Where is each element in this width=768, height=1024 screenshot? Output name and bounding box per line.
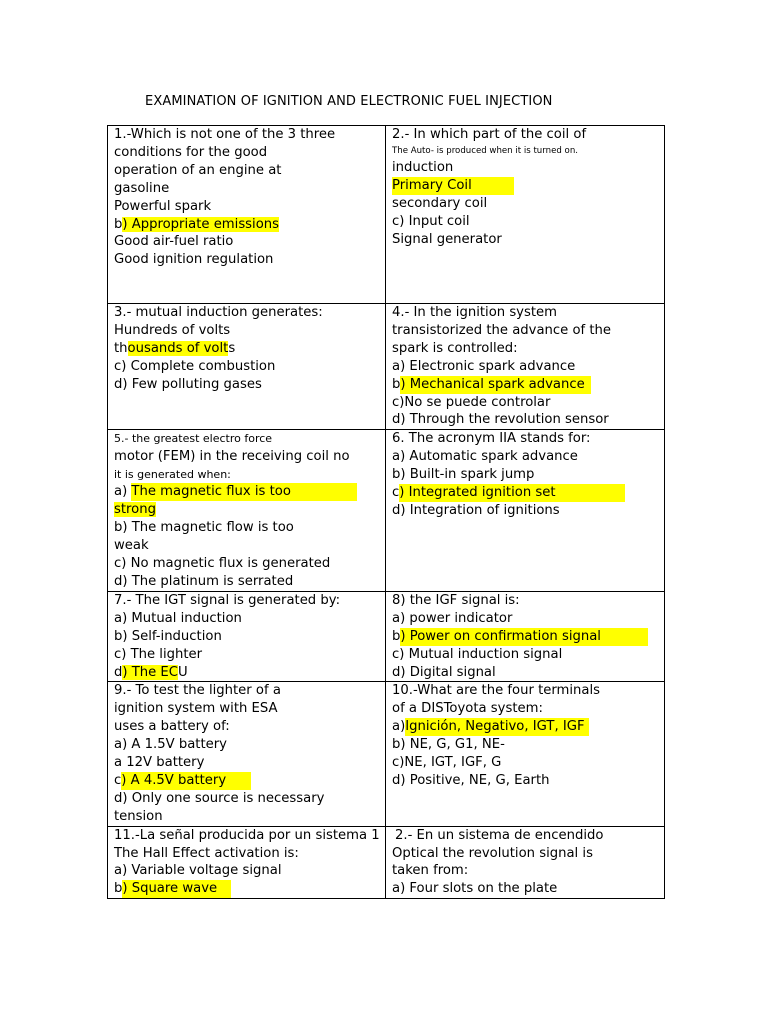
question-cell-2 — [386, 126, 665, 304]
question-text: taken from: — [392, 863, 469, 879]
question-cell-9 — [108, 682, 386, 826]
answer-option: c) The lighter — [114, 646, 203, 662]
question-text: ignition system with ESA — [114, 701, 278, 717]
answer-option: a) A 1.5V battery — [114, 737, 227, 753]
question-text: 2.- En un sistema de encendido — [395, 827, 604, 843]
highlight: ) Integrated ignition set — [399, 484, 625, 502]
highlight: ) A 4.5V battery — [121, 772, 251, 790]
answer-option: Powerful spark — [114, 198, 212, 214]
answer-option: induction — [392, 159, 454, 175]
answer-option: a) power indicator — [392, 610, 513, 626]
answer-option: b) Built-in spark jump — [392, 467, 535, 483]
answer-option-highlighted: thousands of volts — [114, 340, 236, 356]
answer-option: Good ignition regulation — [114, 252, 274, 268]
answer-option-highlighted: c) A 4.5V battery — [114, 772, 381, 790]
table-row — [108, 826, 665, 899]
question-text: 3.- mutual induction generates: — [114, 305, 323, 320]
answer-option: weak — [114, 538, 149, 554]
question-text: of a DISToyota system: — [392, 701, 543, 717]
question-text: it is generated when: — [114, 467, 231, 481]
table-row — [108, 430, 665, 592]
answer-option: b) NE, G, G1, NE- — [392, 737, 505, 753]
question-text: 1.-Which is not one of the 3 three — [114, 127, 336, 142]
answer-option: a) Electronic spark advance — [392, 358, 576, 374]
question-cell-5 — [108, 430, 386, 592]
table-row — [108, 591, 665, 682]
question-text: spark is controlled: — [392, 340, 518, 356]
highlight: ousands of volt — [127, 340, 229, 356]
question-text: conditions for the good — [114, 144, 268, 160]
answer-option-highlighted: b) Mechanical spark advance — [392, 376, 660, 394]
highlight: Ignición, Negativo, IGT, IGF — [405, 718, 588, 736]
question-cell-3 — [108, 304, 386, 430]
answer-option-highlighted: d) The ECU — [114, 664, 188, 680]
answer-option-highlighted: a)Ignición, Negativo, IGT, IGF — [392, 718, 660, 736]
highlight: ) Power on confirmation signal — [400, 628, 648, 646]
question-text: motor (FEM) in the receiving coil no — [114, 448, 350, 464]
answer-option: d) Through the revolution sensor — [392, 412, 609, 428]
answer-option: a 12V battery — [114, 755, 205, 771]
highlight: ) Mechanical spark advance — [400, 376, 590, 394]
question-cell-1 — [108, 126, 386, 304]
highlight: ) Appropriate emissions — [122, 216, 280, 232]
answer-option: d) Positive, NE, G, Earth — [392, 772, 550, 788]
answer-option-highlighted: c) Integrated ignition set — [392, 484, 660, 502]
answer-option-highlighted: a) The magnetic flux is too — [114, 483, 381, 501]
answer-option: a) Mutual induction — [114, 610, 242, 626]
question-text: 10.-What are the four terminals — [392, 683, 601, 699]
answer-option: c) Complete combustion — [114, 358, 276, 374]
question-cell-8 — [386, 591, 665, 682]
question-text: transistorized the advance of the — [392, 322, 611, 338]
answer-option: secondary coil — [392, 195, 488, 211]
table-row — [108, 304, 665, 430]
question-text: The Hall Effect activation is: — [114, 845, 299, 861]
highlight: strong — [114, 502, 156, 518]
answer-option: d) The platinum is serrated — [114, 573, 294, 589]
question-text: 4.- In the ignition system — [392, 305, 557, 320]
highlight: ) Square wave — [122, 880, 231, 898]
answer-option: c)NE, IGT, IGF, G — [392, 755, 502, 771]
question-cell-4 — [386, 304, 665, 430]
question-text: operation of an engine at — [114, 162, 282, 178]
answer-option: c) No magnetic flux is generated — [114, 556, 331, 572]
question-text: 2.- In which part of the coil of — [392, 127, 587, 142]
question-text: 11.-La señal producida por un sistema 1 — [114, 827, 380, 843]
answer-option: a) Automatic spark advance — [392, 449, 578, 465]
answer-option: tension — [114, 808, 163, 824]
question-text: Optical the revolution signal is — [392, 845, 593, 861]
highlight: ) The EC — [122, 664, 178, 680]
question-cell-11 — [108, 826, 386, 899]
answer-option: a) Variable voltage signal — [114, 863, 282, 879]
answer-option: Hundreds of volts — [114, 322, 231, 338]
table-row — [108, 126, 665, 304]
exam-table — [107, 125, 665, 899]
answer-option: c) Input coil — [392, 213, 470, 229]
answer-option-highlighted — [392, 177, 660, 195]
answer-option-highlighted: b) Square wave — [114, 880, 381, 898]
question-text: 9.- To test the lighter of a — [114, 683, 281, 699]
question-text: gasoline — [114, 180, 170, 196]
answer-option: c)No se puede controlar — [392, 394, 551, 410]
answer-option: d) Only one source is necessary — [114, 790, 325, 806]
question-cell-10 — [386, 682, 665, 826]
answer-option: d) Integration of ignitions — [392, 502, 560, 518]
question-text: 7.- The IGT signal is generated by: — [114, 592, 341, 608]
highlight: Primary Coil — [392, 177, 514, 195]
question-text: 6. The acronym IIA stands for: — [392, 431, 591, 447]
answer-option-highlighted: b) Appropriate emissions — [114, 216, 280, 232]
question-text: 5.- the greatest electro force — [114, 432, 273, 446]
answer-option: d) Few polluting gases — [114, 376, 262, 392]
question-text: 8) the IGF signal is: — [392, 592, 520, 608]
answer-option: c) Mutual induction signal — [392, 646, 563, 662]
question-cell-7 — [108, 591, 386, 682]
question-text: The Auto- is produced when it is turned on. — [392, 145, 578, 156]
table-row — [108, 682, 665, 826]
highlight: The magnetic flux is too — [131, 483, 357, 501]
exam-title: EXAMINATION OF IGNITION AND ELECTRONIC FUEL INJECTION — [145, 94, 553, 109]
answer-option: d) Digital signal — [392, 664, 496, 680]
answer-option-highlighted — [114, 501, 381, 519]
answer-option: b) The magnetic flow is too — [114, 520, 294, 536]
answer-option: b) Self-induction — [114, 628, 222, 644]
answer-option-highlighted: b) Power on confirmation signal — [392, 628, 660, 646]
answer-option: Signal generator — [392, 231, 502, 247]
question-cell-6 — [386, 430, 665, 592]
question-cell-12 — [386, 826, 665, 899]
answer-option: a) Four slots on the plate — [392, 881, 558, 897]
answer-option: Good air-fuel ratio — [114, 234, 234, 250]
question-text: uses a battery of: — [114, 719, 230, 735]
